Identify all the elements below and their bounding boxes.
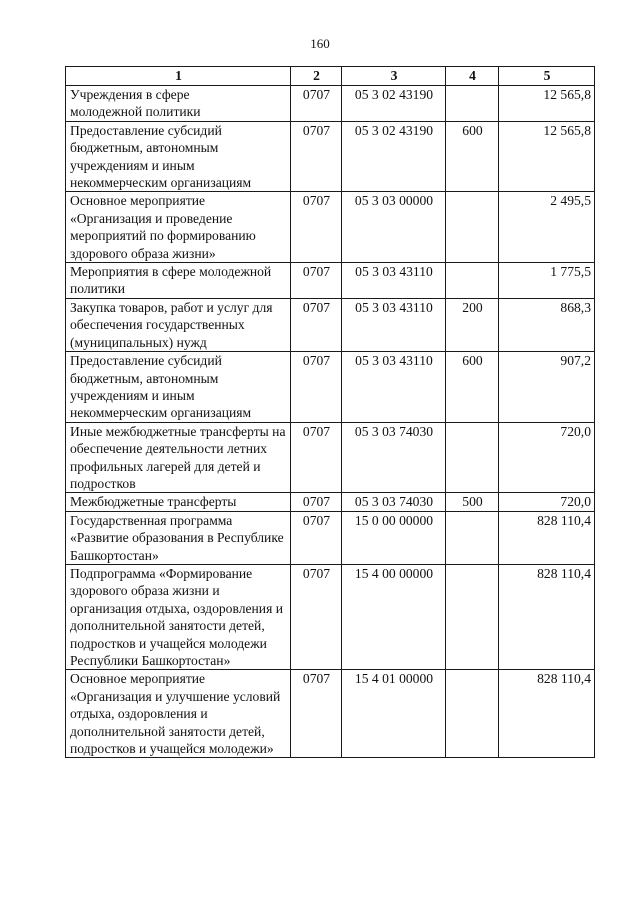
row-section-code: 0707 [291,422,342,493]
row-name: Предоставление субсидий бюджетным, автономным учреждениям и иным некоммерческим организациям [66,121,291,192]
table-row [66,493,595,511]
column-header-1: 1 [66,67,291,86]
row-section-code: 0707 [291,352,342,423]
row-section-code: 0707 [291,192,342,263]
table-row [66,511,595,564]
row-name: Основное мероприятие «Организация и проведение мероприятий по формированию здорового образа жизни» [66,192,291,263]
row-section-code: 0707 [291,564,342,669]
row-section-code: 0707 [291,511,342,564]
row-target-article: 05 3 03 00000 [342,192,446,263]
row-expense-type [446,263,499,299]
row-expense-type: 600 [446,352,499,423]
row-target-article: 05 3 03 43110 [342,352,446,423]
row-amount: 868,3 [499,298,595,351]
row-target-article: 05 3 03 74030 [342,422,446,493]
row-expense-type [446,86,499,122]
row-name: Иные межбюджетные трансферты на обеспечение деятельности летних профильных лагерей для детей и подростков [66,422,291,493]
row-section-code: 0707 [291,263,342,299]
row-section-code: 0707 [291,86,342,122]
row-target-article: 05 3 03 43110 [342,298,446,351]
table-row [66,670,595,758]
row-expense-type [446,192,499,263]
row-amount: 907,2 [499,352,595,423]
column-header-2: 2 [291,67,342,86]
row-name: Государственная программа «Развитие образования в Республике Башкортостан» [66,511,291,564]
row-name: Мероприятия в сфере молодежной политики [66,263,291,299]
row-amount: 2 495,5 [499,192,595,263]
row-section-code: 0707 [291,298,342,351]
row-amount: 12 565,8 [499,121,595,192]
row-target-article: 15 4 01 00000 [342,670,446,758]
table-row [66,121,595,192]
table-row [66,422,595,493]
row-amount: 720,0 [499,422,595,493]
row-expense-type: 600 [446,121,499,192]
budget-table [65,66,595,758]
table-row [66,86,595,122]
table-row [66,298,595,351]
row-target-article: 15 0 00 00000 [342,511,446,564]
row-section-code: 0707 [291,493,342,511]
row-expense-type: 500 [446,493,499,511]
row-section-code: 0707 [291,121,342,192]
row-expense-type [446,422,499,493]
table-row [66,192,595,263]
row-expense-type: 200 [446,298,499,351]
row-expense-type [446,511,499,564]
row-name: Предоставление субсидий бюджетным, автономным учреждениям и иным некоммерческим организациям [66,352,291,423]
table-row [66,564,595,669]
row-target-article: 05 3 02 43190 [342,121,446,192]
table-body [66,86,595,758]
row-amount: 720,0 [499,493,595,511]
column-header-3: 3 [342,67,446,86]
table-row [66,263,595,299]
row-name: Учреждения в сфере молодежной политики [66,86,291,122]
table-header [66,67,595,86]
row-section-code: 0707 [291,670,342,758]
row-target-article: 05 3 02 43190 [342,86,446,122]
column-header-4: 4 [446,67,499,86]
row-target-article: 05 3 03 43110 [342,263,446,299]
row-amount: 828 110,4 [499,670,595,758]
row-name: Закупка товаров, работ и услуг для обеспечения государственных (муниципальных) нужд [66,298,291,351]
row-amount: 828 110,4 [499,511,595,564]
row-amount: 12 565,8 [499,86,595,122]
row-target-article: 05 3 03 74030 [342,493,446,511]
header-row [66,67,595,86]
row-expense-type [446,670,499,758]
row-expense-type [446,564,499,669]
page-number: 160 [310,36,330,51]
table-row [66,352,595,423]
row-target-article: 15 4 00 00000 [342,564,446,669]
row-amount: 828 110,4 [499,564,595,669]
row-name: Основное мероприятие «Организация и улучшение условий отдыха, оздоровления и дополнительной занятости детей, подростков и учащейся молодежи» [66,670,291,758]
row-name: Подпрограмма «Формирование здорового образа жизни и организация отдыха, оздоровления и дополнительной занятости детей, подростков и учащейся молодежи Республики Башкортостан» [66,564,291,669]
row-amount: 1 775,5 [499,263,595,299]
row-name: Межбюджетные трансферты [66,493,291,511]
column-header-5: 5 [499,67,595,86]
